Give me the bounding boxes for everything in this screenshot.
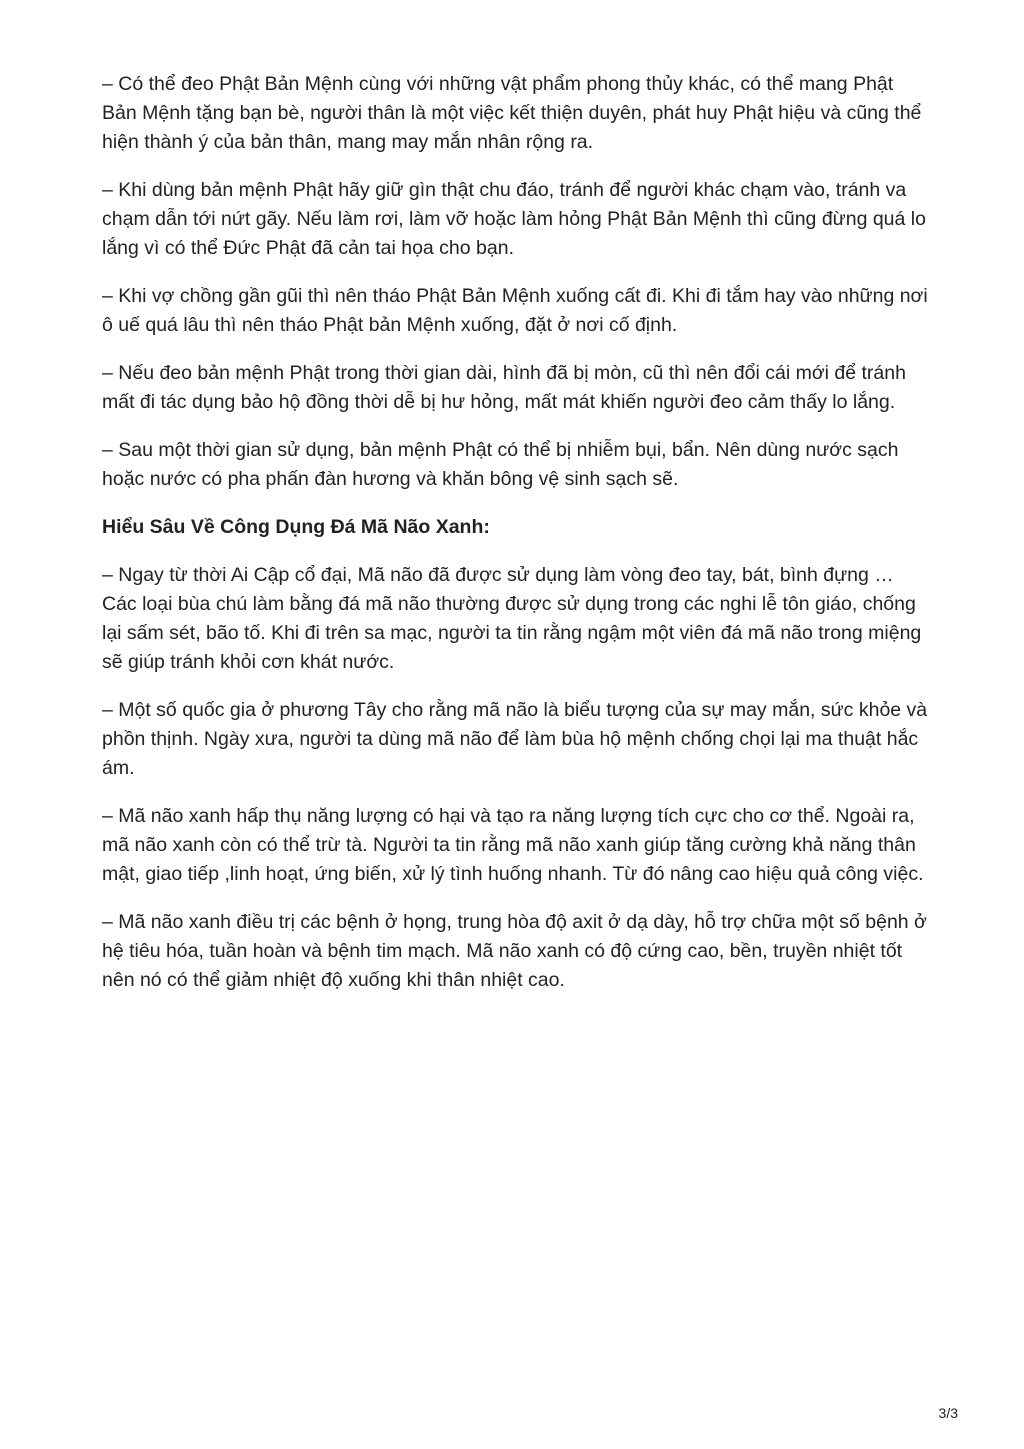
section-heading: Hiểu Sâu Về Công Dụng Đá Mã Não Xanh: bbox=[102, 516, 490, 538]
paragraph: – Một số quốc gia ở phương Tây cho rằng mã não là biểu tượng của sự may mắn, sức khỏe và phồn thịnh. Ngày xưa, người ta dùng mã não để làm bùa hộ mệnh chống chọi lại ma thuật hắc ám. bbox=[102, 699, 928, 779]
document-page bbox=[102, 70, 932, 1014]
page-number: 3/3 bbox=[938, 1405, 958, 1421]
paragraph: – Nếu đeo bản mệnh Phật trong thời gian dài, hình đã bị mòn, cũ thì nên đổi cái mới để tránh mất đi tác dụng bảo hộ đồng thời dễ bị hư hỏng, mất mát khiến người đeo cảm thấy lo lắng. bbox=[102, 362, 906, 413]
paragraph: – Khi dùng bản mệnh Phật hãy giữ gìn thật chu đáo, tránh để người khác chạm vào, tránh va chạm dẫn tới nứt gãy. Nếu làm rơi, làm vỡ hoặc làm hỏng Phật Bản Mệnh thì cũng đừng quá lo lắng vì có thể Đức Phật đã cản tai họa cho bạn. bbox=[102, 179, 926, 259]
paragraph: – Mã não xanh điều trị các bệnh ở họng, trung hòa độ axit ở dạ dày, hỗ trợ chữa một số bệnh ở hệ tiêu hóa, tuần hoàn và bệnh tim mạch. Mã não xanh có độ cứng cao, bền, truyền nhiệt tốt nên nó có thể giảm nhiệt độ xuống khi thân nhiệt cao. bbox=[102, 911, 927, 991]
paragraph: – Khi vợ chồng gần gũi thì nên tháo Phật Bản Mệnh xuống cất đi. Khi đi tắm hay vào những nơi ô uế quá lâu thì nên tháo Phật bản Mệnh xuống, đặt ở nơi cố định. bbox=[102, 285, 928, 336]
paragraph: – Sau một thời gian sử dụng, bản mệnh Phật có thể bị nhiễm bụi, bẩn. Nên dùng nước sạch hoặc nước có pha phấn đàn hương và khăn bông vệ sinh sạch sẽ. bbox=[102, 439, 899, 490]
paragraph: – Ngay từ thời Ai Cập cổ đại, Mã não đã được sử dụng làm vòng đeo tay, bát, bình đựng … Các loại bùa chú làm bằng đá mã não thường được sử dụng trong các nghi lễ tôn giáo, chống lại sấm sét, bão tố. Khi đi trên sa mạc, người ta tin rằng ngậm một viên đá mã não trong miệng sẽ giúp tránh khỏi cơn khát nước. bbox=[102, 564, 922, 673]
paragraph: – Có thể đeo Phật Bản Mệnh cùng với những vật phẩm phong thủy khác, có thể mang Phật Bản Mệnh tặng bạn bè, người thân là một việc kết thiện duyên, phát huy Phật hiệu và cũng thể hiện thành ý của bản thân, mang may mắn nhân rộng ra. bbox=[102, 73, 922, 153]
paragraph: – Mã não xanh hấp thụ năng lượng có hại và tạo ra năng lượng tích cực cho cơ thể. Ngoài ra, mã não xanh còn có thể trừ tà. Người ta tin rằng mã não xanh giúp tăng cường khả năng thân mật, giao tiếp ,linh hoạt, ứng biến, xử lý tình huống nhanh. Từ đó nâng cao hiệu quả công việc. bbox=[102, 805, 924, 885]
